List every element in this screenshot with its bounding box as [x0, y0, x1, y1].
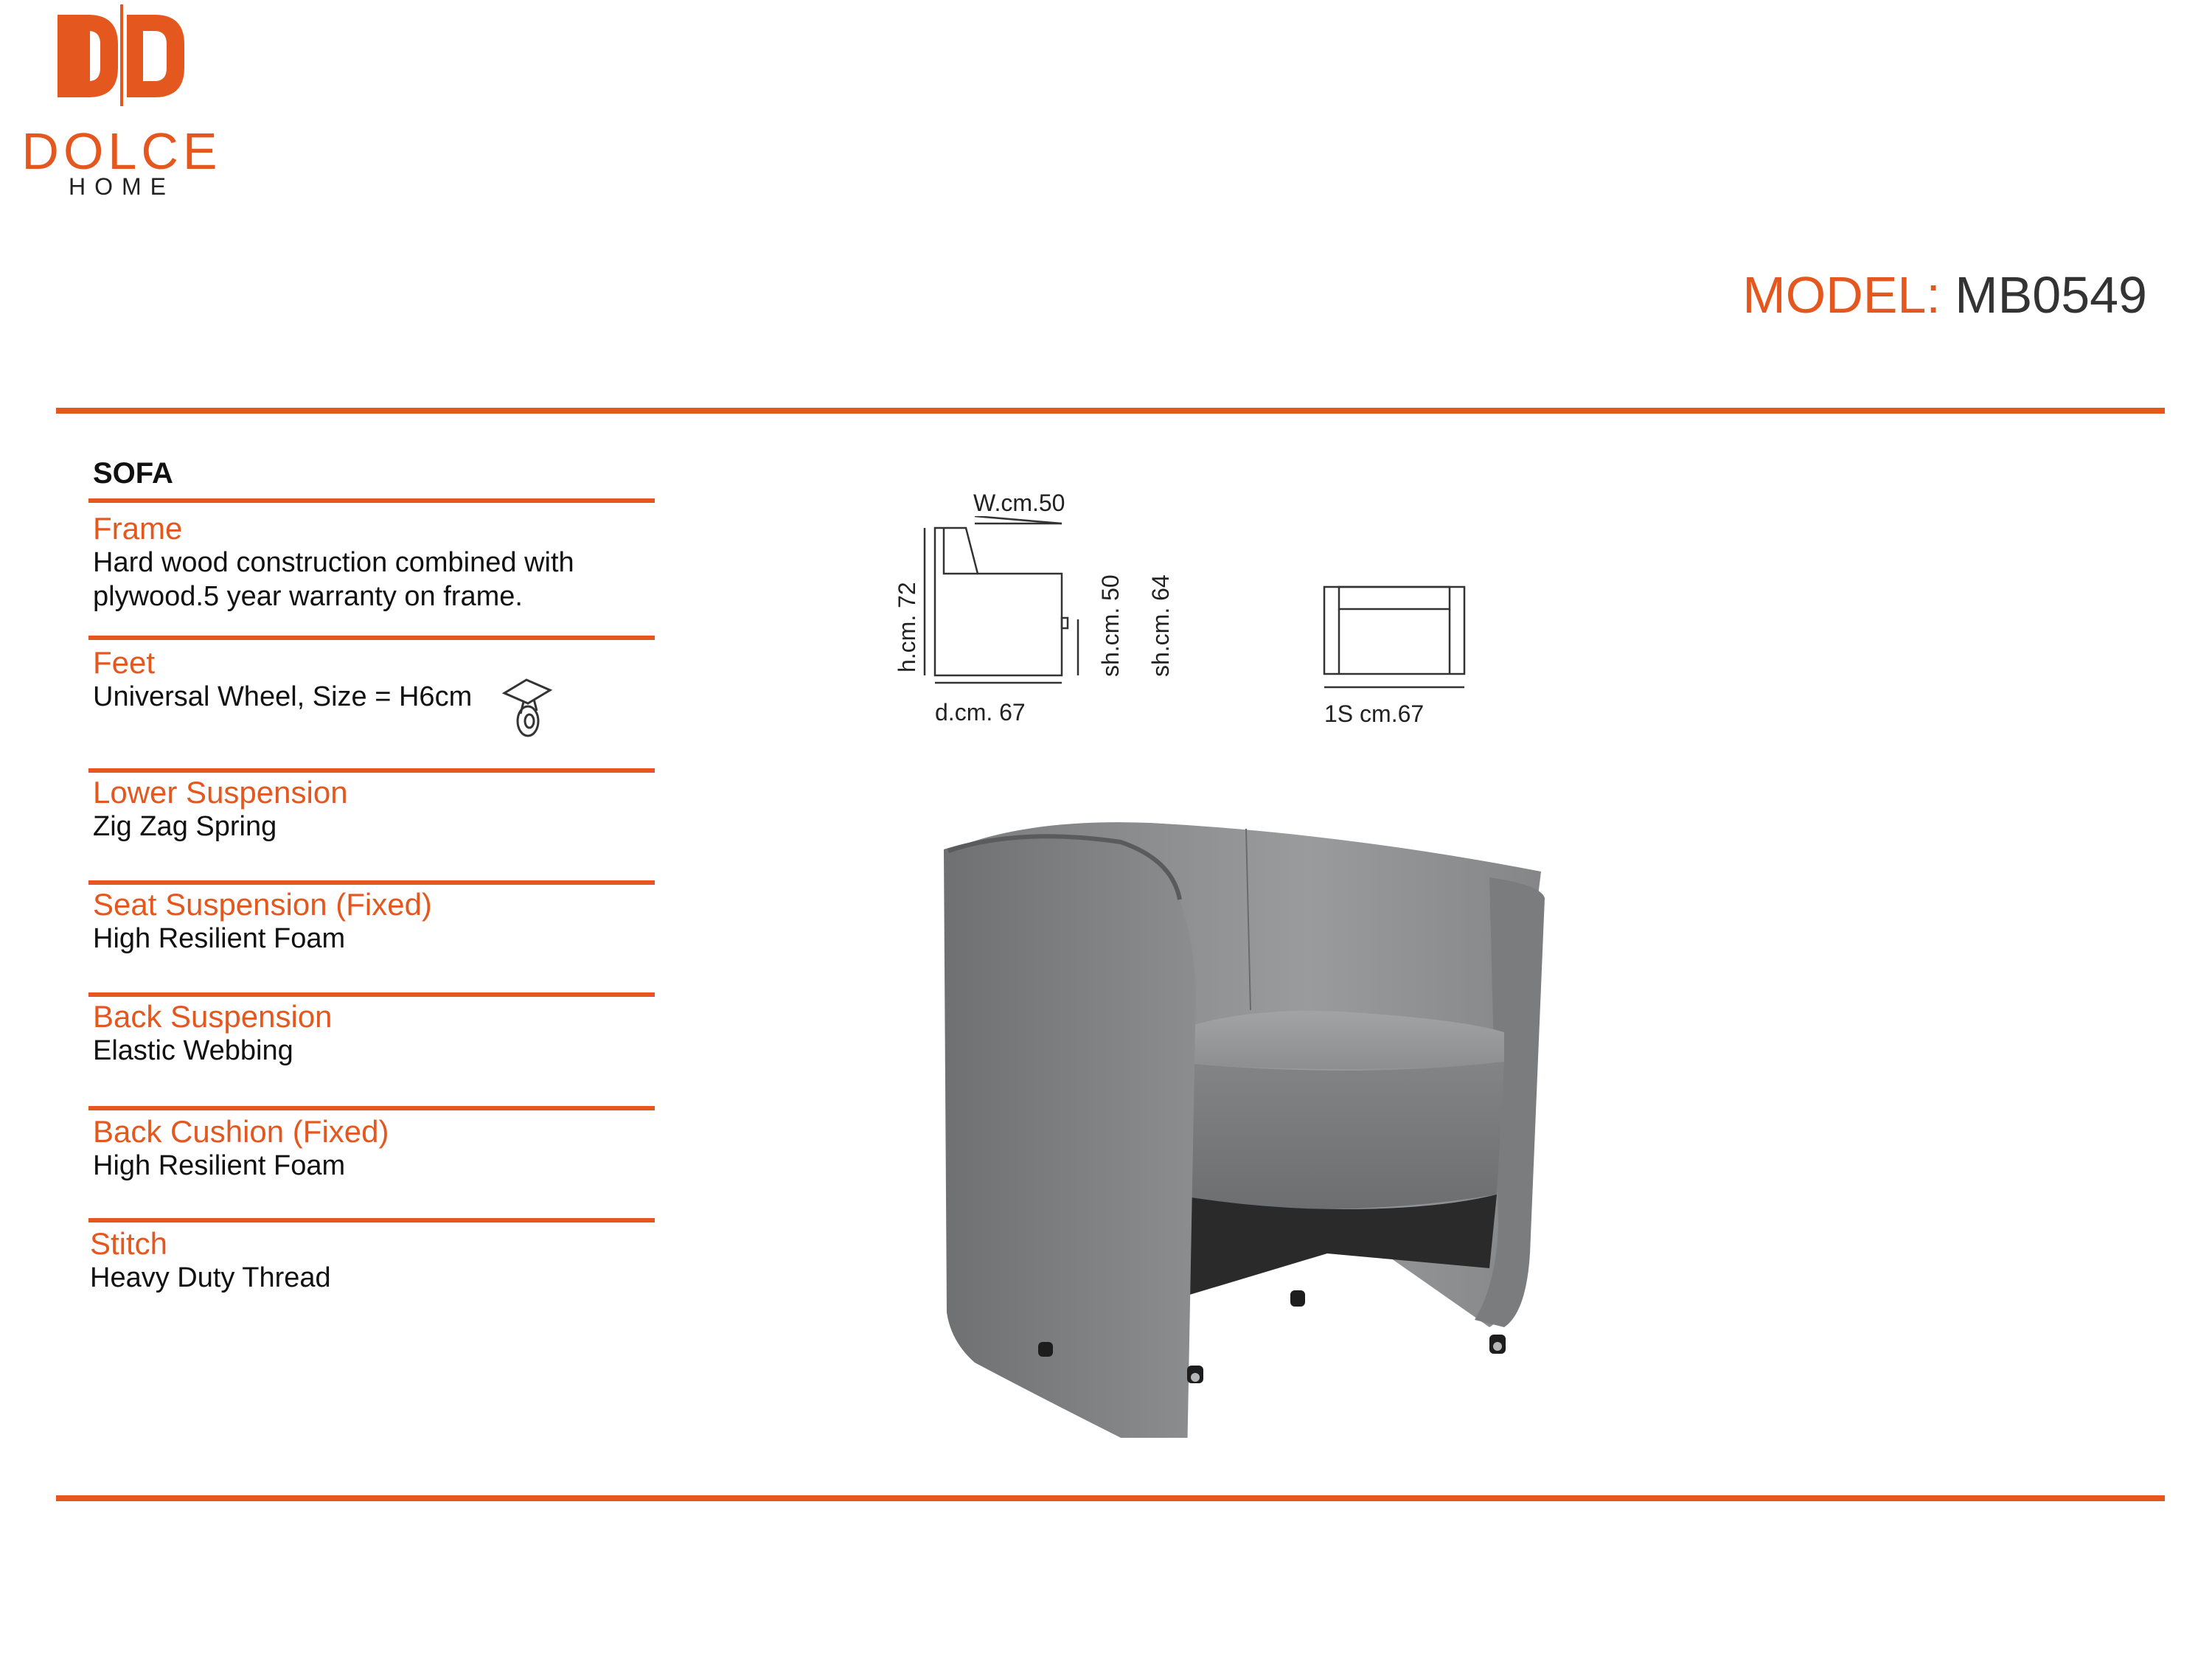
- spec-divider: [88, 1218, 655, 1222]
- dim-height: h.cm. 72: [894, 582, 920, 672]
- spec-body: Elastic Webbing: [93, 1035, 293, 1066]
- spec-divider: [88, 992, 655, 997]
- spec-body-text: Universal Wheel, Size = H6cm: [93, 681, 473, 712]
- spec-head: Back Suspension: [93, 999, 333, 1034]
- spec-body: [93, 680, 653, 714]
- spec-body: Hard wood construction combined with plywood.5 year warranty on frame.: [93, 547, 574, 612]
- spec-head: Lower Suspension: [93, 775, 348, 810]
- spec-head: Frame: [93, 511, 183, 546]
- spec-divider: [88, 636, 655, 640]
- brand-name: DOLCE: [21, 122, 222, 180]
- dd-logo-icon: [0, 0, 243, 111]
- spec-head: Feet: [93, 645, 156, 680]
- spec-body: High Resilient Foam: [93, 923, 346, 954]
- spec-body: Heavy Duty Thread: [90, 1262, 331, 1293]
- spec-item-seat-suspension: [93, 888, 653, 956]
- dim-seat-height-2: sh.cm. 64: [1147, 574, 1174, 677]
- spec-divider: [88, 880, 655, 885]
- spec-head: Back Cushion (Fixed): [93, 1114, 389, 1149]
- spec-item-frame: [93, 512, 653, 613]
- spec-item-stitch: [90, 1227, 650, 1295]
- model-value: MB0549: [1955, 266, 2147, 324]
- spec-head: Seat Suspension (Fixed): [93, 887, 432, 922]
- brand-sub: HOME: [69, 173, 175, 200]
- spec-body: Zig Zag Spring: [93, 811, 277, 842]
- spec-divider: [88, 1106, 655, 1110]
- spec-item-feet: [93, 646, 653, 714]
- spec-item-back-suspension: [93, 1000, 653, 1068]
- model-label: MODEL:: [1742, 266, 1941, 324]
- model-number: [1742, 265, 2147, 324]
- dim-width: W.cm.50: [973, 490, 1065, 516]
- caster-wheel-icon: [498, 672, 557, 739]
- spec-body: High Resilient Foam: [93, 1150, 346, 1181]
- header-divider: [56, 408, 2165, 414]
- armchair-photo: [929, 811, 1563, 1438]
- dim-depth: d.cm. 67: [935, 699, 1026, 726]
- brand-logo: [0, 0, 243, 206]
- spec-divider: [88, 768, 655, 773]
- spec-item-back-cushion: [93, 1115, 653, 1183]
- side-view-diagram: [914, 516, 1106, 686]
- spec-divider: [88, 498, 655, 503]
- dim-top-view: 1S cm.67: [1324, 700, 1425, 727]
- footer-divider: [56, 1495, 2165, 1501]
- spec-item-lower-suspension: [93, 776, 653, 844]
- spec-head: Stitch: [90, 1226, 168, 1261]
- category-title: SOFA: [93, 457, 173, 490]
- dim-seat-height-1: sh.cm. 50: [1097, 574, 1124, 677]
- top-view-diagram: [1321, 582, 1469, 693]
